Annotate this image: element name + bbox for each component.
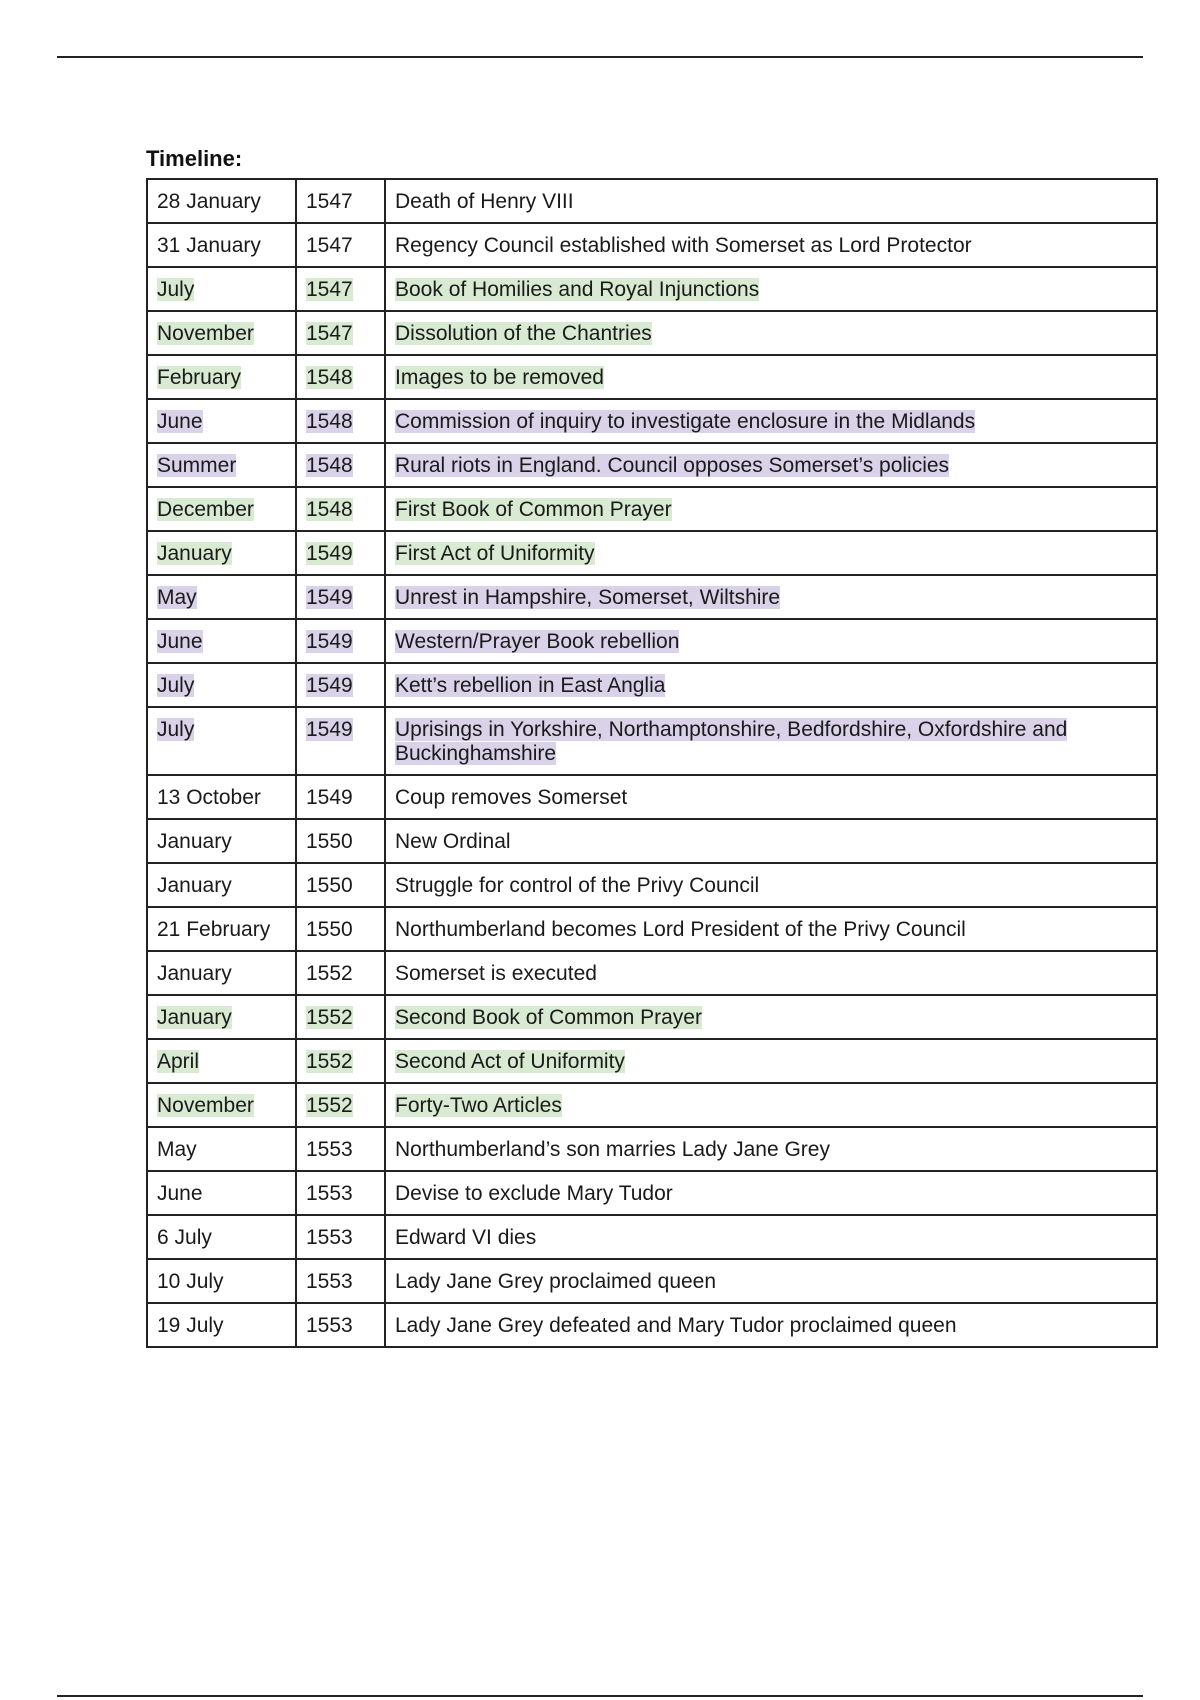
timeline-date-text: June [157,410,203,433]
timeline-year-cell [296,1259,385,1303]
timeline-row [147,1127,1157,1171]
timeline-row [147,575,1157,619]
timeline-date-text: 21 February [157,918,271,941]
timeline-date-cell [147,863,296,907]
timeline-date-text: Summer [157,454,237,477]
timeline-year-text: 1553 [306,1314,353,1337]
timeline-event-text: Struggle for control of the Privy Council [395,874,760,897]
timeline-event-text: Somerset is executed [395,962,597,985]
timeline-event-text: Northumberland’s son marries Lady Jane Grey [395,1138,830,1161]
timeline-row [147,907,1157,951]
timeline-event-cell [385,355,1157,399]
timeline-year-cell [296,1039,385,1083]
timeline-date-cell [147,1127,296,1171]
timeline-event-text: First Act of Uniformity [395,542,595,565]
timeline-year-cell [296,575,385,619]
timeline-date-text: 13 October [157,786,261,809]
timeline-event-text: New Ordinal [395,830,511,853]
timeline-event-text: Coup removes Somerset [395,786,628,809]
timeline-year-cell [296,223,385,267]
timeline-year-cell [296,443,385,487]
timeline-date-cell [147,267,296,311]
timeline-row [147,995,1157,1039]
timeline-date-cell [147,707,296,775]
timeline-event-text: Second Act of Uniformity [395,1050,625,1073]
timeline-event-cell [385,223,1157,267]
timeline-year-text: 1552 [306,962,353,985]
timeline-year-cell [296,179,385,223]
timeline-year-text: 1547 [306,234,353,257]
timeline-date-cell [147,1259,296,1303]
timeline-date-text: July [157,718,195,741]
timeline-year-text: 1549 [306,674,353,697]
timeline-year-text: 1547 [306,322,353,345]
timeline-date-cell [147,907,296,951]
timeline-event-text: Uprisings in Yorkshire, Northamptonshire, Bedfordshire, Oxfordshire and Buckinghamshire [395,718,1068,765]
timeline-year-cell [296,775,385,819]
timeline-date-cell [147,487,296,531]
timeline-date-text: 6 July [157,1226,212,1249]
timeline-year-text: 1553 [306,1182,353,1205]
timeline-event-text: Second Book of Common Prayer [395,1006,702,1029]
timeline-event-text: Lady Jane Grey defeated and Mary Tudor proclaimed queen [395,1314,957,1337]
timeline-row [147,819,1157,863]
timeline-year-text: 1552 [306,1006,353,1029]
timeline-row [147,663,1157,707]
timeline-year-text: 1547 [306,278,353,301]
timeline-event-text: Images to be removed [395,366,604,389]
timeline-event-text: Kett’s rebellion in East Anglia [395,674,666,697]
timeline-year-text: 1550 [306,874,353,897]
timeline-year-cell [296,1127,385,1171]
timeline-date-text: January [157,874,232,897]
timeline-event-cell [385,1215,1157,1259]
timeline-year-cell [296,951,385,995]
timeline-row [147,179,1157,223]
timeline-event-text: Forty-Two Articles [395,1094,562,1117]
timeline-year-text: 1552 [306,1050,353,1073]
timeline-date-cell [147,1215,296,1259]
timeline-date-cell [147,311,296,355]
timeline-date-text: January [157,542,232,565]
timeline-date-text: June [157,1182,203,1205]
timeline-event-cell [385,819,1157,863]
timeline-event-cell [385,487,1157,531]
timeline-event-cell [385,531,1157,575]
timeline-event-text: Unrest in Hampshire, Somerset, Wiltshire [395,586,781,609]
timeline-date-text: June [157,630,203,653]
timeline-year-text: 1549 [306,542,353,565]
timeline-event-text: Book of Homilies and Royal Injunctions [395,278,760,301]
timeline-event-cell [385,1303,1157,1347]
timeline-date-text: April [157,1050,200,1073]
timeline-date-cell [147,179,296,223]
timeline-date-text: 19 July [157,1314,224,1337]
timeline-row [147,863,1157,907]
timeline-date-cell [147,775,296,819]
timeline-date-text: July [157,674,195,697]
timeline-event-cell [385,311,1157,355]
footer-rule [57,1695,1143,1697]
timeline-row [147,1259,1157,1303]
timeline-year-text: 1549 [306,586,353,609]
timeline-year-cell [296,707,385,775]
timeline-year-text: 1548 [306,454,353,477]
timeline-date-text: 10 July [157,1270,224,1293]
timeline-event-cell [385,575,1157,619]
timeline-year-text: 1548 [306,366,353,389]
timeline-date-text: November [157,322,254,345]
timeline-year-cell [296,819,385,863]
timeline-event-text: Devise to exclude Mary Tudor [395,1182,673,1205]
timeline-date-text: January [157,1006,232,1029]
timeline-year-cell [296,1303,385,1347]
timeline-event-text: Dissolution of the Chantries [395,322,652,345]
timeline-row [147,1171,1157,1215]
timeline-event-cell [385,399,1157,443]
timeline-year-cell [296,531,385,575]
timeline-row [147,311,1157,355]
header-rule [57,56,1143,58]
timeline-year-cell [296,1083,385,1127]
timeline-date-text: 28 January [157,190,261,213]
page-heading: Timeline: [146,146,243,171]
timeline-date-text: November [157,1094,254,1117]
timeline-date-cell [147,1303,296,1347]
timeline-year-cell [296,907,385,951]
timeline-year-cell [296,619,385,663]
timeline-date-cell [147,399,296,443]
timeline-row [147,531,1157,575]
timeline-date-cell [147,531,296,575]
timeline-row [147,223,1157,267]
timeline-event-cell [385,267,1157,311]
timeline-row [147,1215,1157,1259]
timeline-event-text: Northumberland becomes Lord President of the Privy Council [395,918,966,941]
timeline-body [147,179,1157,1347]
timeline-event-text: First Book of Common Prayer [395,498,672,521]
timeline-event-text: Regency Council established with Somerset as Lord Protector [395,234,972,257]
timeline-date-cell [147,663,296,707]
timeline-year-text: 1550 [306,918,353,941]
timeline-year-cell [296,663,385,707]
timeline-year-cell [296,487,385,531]
timeline-date-cell [147,951,296,995]
timeline-date-cell [147,355,296,399]
timeline-year-text: 1549 [306,718,353,741]
timeline-date-cell [147,443,296,487]
timeline-date-cell [147,1039,296,1083]
timeline-event-cell [385,995,1157,1039]
timeline-date-text: January [157,962,232,985]
timeline-row [147,399,1157,443]
timeline-event-cell [385,707,1157,775]
timeline-row [147,487,1157,531]
timeline-row [147,443,1157,487]
timeline-year-text: 1548 [306,498,353,521]
timeline-year-text: 1553 [306,1270,353,1293]
timeline-year-text: 1553 [306,1226,353,1249]
timeline-event-cell [385,619,1157,663]
timeline-date-cell [147,619,296,663]
timeline-row [147,1083,1157,1127]
timeline-date-cell [147,575,296,619]
timeline-date-cell [147,819,296,863]
timeline-date-text: February [157,366,242,389]
timeline-year-cell [296,355,385,399]
timeline-date-cell [147,223,296,267]
timeline-event-cell [385,1039,1157,1083]
timeline-year-text: 1550 [306,830,353,853]
timeline-year-cell [296,311,385,355]
timeline-row [147,355,1157,399]
timeline-event-text: Commission of inquiry to investigate enclosure in the Midlands [395,410,976,433]
timeline-event-text: Western/Prayer Book rebellion [395,630,680,653]
timeline-date-text: May [157,586,197,609]
timeline-year-cell [296,1171,385,1215]
timeline-year-cell [296,1215,385,1259]
timeline-event-cell [385,951,1157,995]
timeline-event-cell [385,775,1157,819]
timeline-year-text: 1548 [306,410,353,433]
timeline-year-text: 1549 [306,786,353,809]
timeline-year-cell [296,267,385,311]
timeline-event-cell [385,663,1157,707]
timeline-date-cell [147,1171,296,1215]
timeline-date-cell [147,995,296,1039]
timeline-event-cell [385,179,1157,223]
timeline-year-text: 1552 [306,1094,353,1117]
timeline-event-cell [385,1083,1157,1127]
timeline-row [147,1039,1157,1083]
timeline-event-cell [385,1127,1157,1171]
timeline-year-cell [296,399,385,443]
timeline-date-cell [147,1083,296,1127]
timeline-event-cell [385,443,1157,487]
timeline-date-text: July [157,278,195,301]
timeline-event-text: Edward VI dies [395,1226,537,1249]
timeline-row [147,951,1157,995]
timeline-table [146,178,1158,1348]
timeline-event-text: Death of Henry VIII [395,190,574,213]
timeline-row [147,707,1157,775]
timeline-event-cell [385,1171,1157,1215]
timeline-year-cell [296,863,385,907]
timeline-row [147,775,1157,819]
timeline-row [147,267,1157,311]
timeline-date-text: May [157,1138,197,1161]
timeline-event-cell [385,907,1157,951]
timeline-year-text: 1547 [306,190,353,213]
timeline-row [147,1303,1157,1347]
timeline-event-cell [385,863,1157,907]
timeline-date-text: January [157,830,232,853]
timeline-year-text: 1553 [306,1138,353,1161]
timeline-event-cell [385,1259,1157,1303]
timeline-year-cell [296,995,385,1039]
timeline-event-text: Rural riots in England. Council opposes Somerset’s policies [395,454,950,477]
timeline-date-text: 31 January [157,234,261,257]
timeline-year-text: 1549 [306,630,353,653]
timeline-date-text: December [157,498,254,521]
timeline-row [147,619,1157,663]
timeline-event-text: Lady Jane Grey proclaimed queen [395,1270,717,1293]
